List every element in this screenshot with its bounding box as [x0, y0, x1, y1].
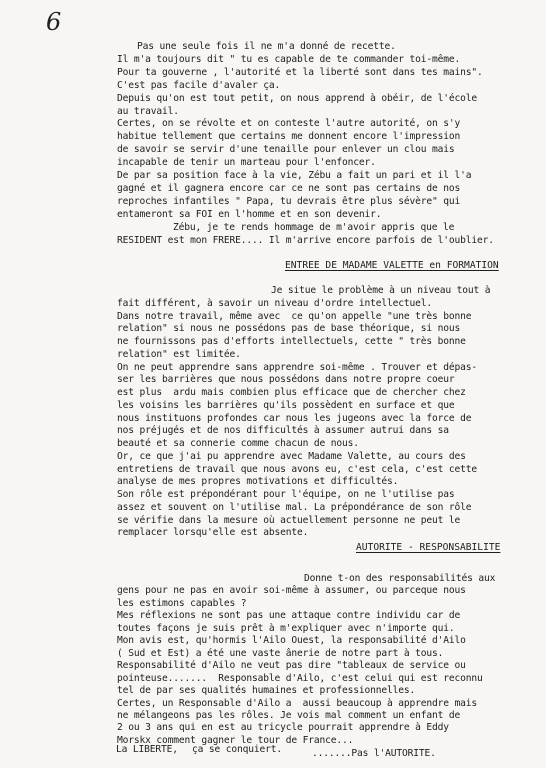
closing-liberte: La LIBERTE, — [116, 744, 178, 755]
text-line: Donne t-on des responsabilités aux — [304, 573, 496, 584]
text-line: Je situe le problème à un niveau tout à — [271, 285, 491, 296]
text-line: Depuis qu'on est tout petit, on nous apprend à obéir, de l'école — [117, 92, 478, 104]
text-line: De par sa position face à la vie, Zébu a fait un pari et il l'a — [117, 170, 472, 181]
text-line: Or, ce que j'ai pu apprendre avec Madame Valette, au cours des — [117, 450, 466, 462]
text-line: entameront sa FOI en l'homme et en son devenir. — [117, 208, 382, 220]
text-line: Pas une seule fois il ne m'a donné de recette. — [137, 41, 396, 52]
text-line: remplacer lorsqu'elle est absente. — [117, 527, 309, 539]
text-line: Responsabilité d'Ailo ne veut pas dire "tableaux de service ou — [117, 660, 466, 672]
closing-conquiert: ça se conquiert. — [192, 744, 283, 755]
text-line: reproches infantiles " Papa, tu devrais être plus sévère" qui — [117, 195, 461, 207]
text-line: ne mélangeons pas les rôles. Je vois mal comment un enfant de — [117, 709, 461, 721]
text-line: Zébu, je te rends hommage de m'avoir appris que le — [173, 221, 455, 233]
text-line: beauté et sa connerie comme chacun de nous. — [117, 438, 359, 449]
text-line: 2 ou 3 ans qui en est au tricycle pourrait apprendre à Eddy — [117, 722, 449, 734]
text-line: les voisins les barrières qu'ils possèdent en surface et que — [117, 399, 455, 411]
text-line: Pour ta gouverne , l'autorité et la liberté sont dans tes mains". — [117, 66, 483, 78]
text-line: Certes, un Responsable d'Ailo a aussi beaucoup à apprendre mais — [117, 697, 478, 709]
text-line: au travail. — [117, 105, 179, 117]
text-line: Morskx comment gagner le tour de France... — [117, 734, 354, 746]
text-line: est plus ardu mais combien plus efficace que de chercher chez — [117, 387, 466, 398]
heading-autorite-responsabilite: AUTORITE - RESPONSABILITE — [356, 542, 501, 553]
text-line: se vérifie dans la mesure où actuellement personne ne peut le — [117, 514, 461, 526]
text-line: Mes réflexions ne sont pas une attaque contre individu car de — [117, 610, 461, 622]
text-line: les estimons capables ? — [117, 597, 247, 609]
text-line: entretiens de travail que nous avons eu, c'est cela, c'est cette — [117, 463, 478, 475]
closing-autorite: .......Pas l'AUTORITE. — [312, 748, 436, 759]
text-line: gagné et il gagnera encore car ce ne sont pas certains de nos — [117, 182, 461, 194]
text-line: toutes façons je suis prêt à m'expliquer avec n'importe qui. — [117, 622, 455, 634]
heading-entree-valette: ENTREE DE MADAME VALETTE en FORMATION — [285, 260, 499, 271]
text-line: nous instituons profondes car nous les jugeons avec la force de — [117, 412, 472, 424]
text-line: incapable de tenir un marteau pour l'enfoncer. — [117, 157, 376, 169]
text-line: On ne peut apprendre sans apprendre soi-même . Trouver et dépas- — [117, 361, 478, 373]
page-number: 6 — [46, 8, 62, 36]
text-line: relation" si nous ne possédons pas de base théorique, si nous — [117, 323, 461, 335]
text-line: Il m'a toujours dit " tu es capable de te commander toi-même. — [117, 53, 461, 65]
text-line: analyse de mes propres motivations et difficultés. — [117, 476, 399, 488]
text-line: fait différent, à savoir un niveau d'ordre intellectuel. — [117, 297, 433, 309]
text-line: Mon avis est, qu'hormis l'Ailo Ouest, la responsabilité d'Ailo — [117, 635, 466, 647]
text-line: ( Sud et Est) a été une vaste ânerie de notre part à tous. — [117, 647, 444, 659]
text-line: nos préjugés et de nos difficultés à assumer autrui dans sa — [117, 425, 449, 437]
text-line: Dans notre travail, même avec ce qu'on appelle "une très bonne — [117, 310, 472, 322]
text-line: Certes, on se révolte et on conteste l'autre autorité, on s'y — [117, 118, 461, 130]
text-line: relation" est limitée. — [117, 348, 241, 360]
text-line: tel de par ses qualités humaines et professionnelles. — [117, 685, 416, 697]
text-line: RESIDENT est mon FRERE.... Il m'arrive encore parfois de l'oublier. — [117, 234, 494, 246]
text-line: ne fournissons pas d'efforts intellectuels, cette " très bonne — [117, 336, 466, 347]
text-line: de savoir se servir d'une tenaille pour enlever un clou mais — [117, 144, 455, 156]
text-line: Son rôle est prépondérant pour l'équipe, on ne l'utilise pas — [117, 489, 455, 500]
text-line: ser les barrières que nous possédons dans notre propre coeur — [117, 374, 455, 386]
text-line: gens pour ne pas en avoir soi-même à assumer, ou parceque nous — [117, 585, 466, 597]
text-line: pointeuse....... Responsable d'Ailo, c'est celui qui est reconnu — [117, 672, 483, 684]
text-line: assez et souvent on l'utilise mal. La prépondérance de son rôle — [117, 501, 472, 513]
text-line: habitue tellement que certains me donnent encore l'impression — [117, 131, 461, 143]
text-line: C'est pas facile d'avaler ça. — [117, 79, 281, 91]
